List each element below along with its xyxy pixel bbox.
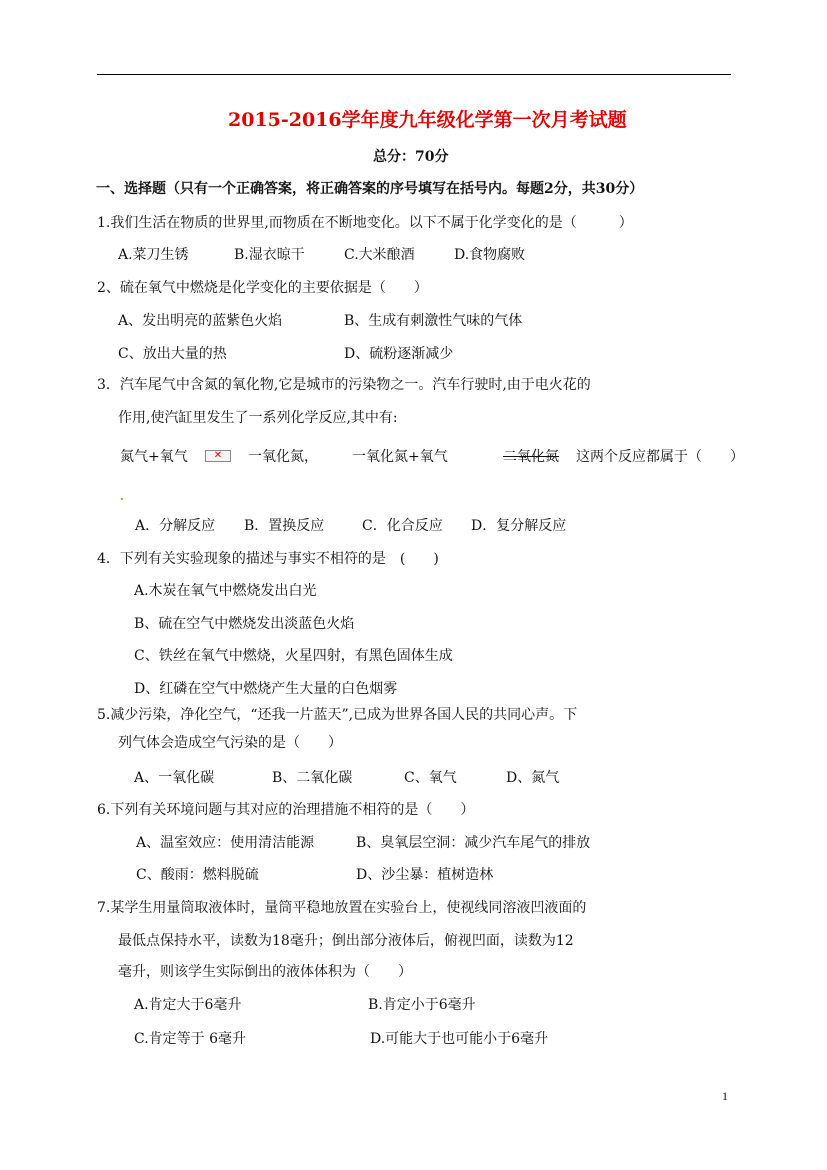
page-title: 2015-2016学年度九年级化学第一次月考试题	[228, 109, 627, 131]
question-3-tail: 这两个反应都属于（ ）	[576, 449, 744, 465]
question-1-option-a: A.菜刀生锈	[118, 247, 189, 263]
question-6-option-a: A、温室效应：使用清洁能源	[136, 835, 315, 851]
question-2-stem: 2、硫在氧气中燃烧是化学变化的主要依据是（ ）	[97, 280, 428, 296]
question-2-option-c: C、放出大量的热	[118, 346, 227, 362]
question-4-option-c: C、铁丝在氧气中燃烧，火星四射，有黑色固体生成	[134, 648, 453, 664]
question-5-option-a: A、一氧化碳	[134, 770, 215, 786]
question-5-option-c: C、氧气	[404, 770, 457, 786]
question-3-option-c: C．化合反应	[362, 518, 443, 534]
question-5-stem-line2: 列气体会造成空气污染的是（ ）	[118, 735, 342, 751]
question-7-stem-line3: 毫升，则该学生实际倒出的液体体积为（ ）	[118, 964, 412, 980]
question-5-option-d: D、氮气	[506, 770, 560, 786]
reaction-2-reactants: 一氧化氮+氧气	[352, 449, 448, 465]
question-7-stem-line1: 7.某学生用量筒取液体时，量筒平稳地放置在实验台上，使视线同溶液凹液面的	[97, 900, 587, 916]
question-7-option-a: A.肯定大于6毫升	[134, 997, 242, 1013]
question-3-option-d: D．复分解反应	[471, 518, 567, 534]
question-2-option-a: A、发出明亮的蓝紫色火焰	[118, 313, 283, 329]
question-4-option-d: D、红磷在空气中燃烧产生大量的白色烟雾	[134, 681, 398, 697]
question-3-stem-line1: 3．汽车尾气中含氮的氧化物,它是城市的污染物之一。汽车行驶时,由于电火花的	[97, 377, 591, 393]
broken-image-icon: ✕	[205, 450, 231, 462]
question-4-option-a: A.木炭在氧气中燃烧发出白光	[134, 583, 317, 599]
question-7-stem-line2: 最低点保持水平，读数为18毫升；倒出部分液体后，俯视凹面，读数为12	[118, 933, 574, 949]
question-5-option-b: B、二氧化碳	[272, 770, 353, 786]
question-4-stem: 4．下列有关实验现象的描述与事实不相符的是 ( )	[97, 551, 439, 567]
question-3-option-b: B．置换反应	[244, 518, 325, 534]
reaction-1-reactants: 氮气+氧气	[120, 449, 188, 465]
question-7-option-b: B.肯定小于6毫升	[368, 997, 476, 1013]
question-3-option-a: A．分解反应	[135, 518, 216, 534]
question-2-option-d: D、硫粉逐渐减少	[344, 346, 454, 362]
question-7-option-c: C.肯定等于 6毫升	[134, 1031, 247, 1047]
header-rule	[97, 74, 731, 75]
question-6-stem: 6.下列有关环境问题与其对应的治理措施不相符的是（ ）	[97, 802, 475, 818]
question-4-option-b: B、硫在空气中燃烧发出淡蓝色火焰	[134, 616, 355, 632]
question-5-stem-line1: 5.减少污染，净化空气，“还我一片蓝天”,已成为世界各国人民的共同心声。下	[97, 707, 578, 723]
question-6-option-c: C、酸雨：燃料脱硫	[136, 867, 259, 883]
question-6-option-b: B、臭氧层空洞：减少汽车尾气的排放	[356, 835, 591, 851]
question-6-option-d: D、沙尘暴：植树造林	[356, 867, 494, 883]
reaction-1-product: 一氧化氮，	[248, 449, 318, 465]
question-1-option-d: D.食物腐败	[454, 247, 526, 263]
section-heading: 一、选择题（只有一个正确答案，将正确答案的序号填写在括号内。每题2分，共30分）	[96, 181, 644, 197]
question-1-option-b: B.湿衣晾干	[234, 247, 305, 263]
question-3-stem-line2: 作用,使汽缸里发生了一系列化学反应,其中有:	[118, 410, 398, 426]
page-number: 1	[722, 1089, 728, 1103]
total-score: 总分：70分	[373, 149, 449, 165]
reaction-2-product: 二氧化氮	[503, 449, 559, 465]
question-2-option-b: B、生成有刺激性气味的气体	[344, 313, 523, 329]
stray-dot	[121, 498, 123, 500]
question-7-option-d: D.可能大于也可能小于6毫升	[370, 1031, 549, 1047]
question-1-option-c: C.大米酿酒	[344, 247, 415, 263]
question-1-stem: 1.我们生活在物质的世界里,而物质在不断地变化。以下不属于化学变化的是（ ）	[97, 215, 633, 231]
